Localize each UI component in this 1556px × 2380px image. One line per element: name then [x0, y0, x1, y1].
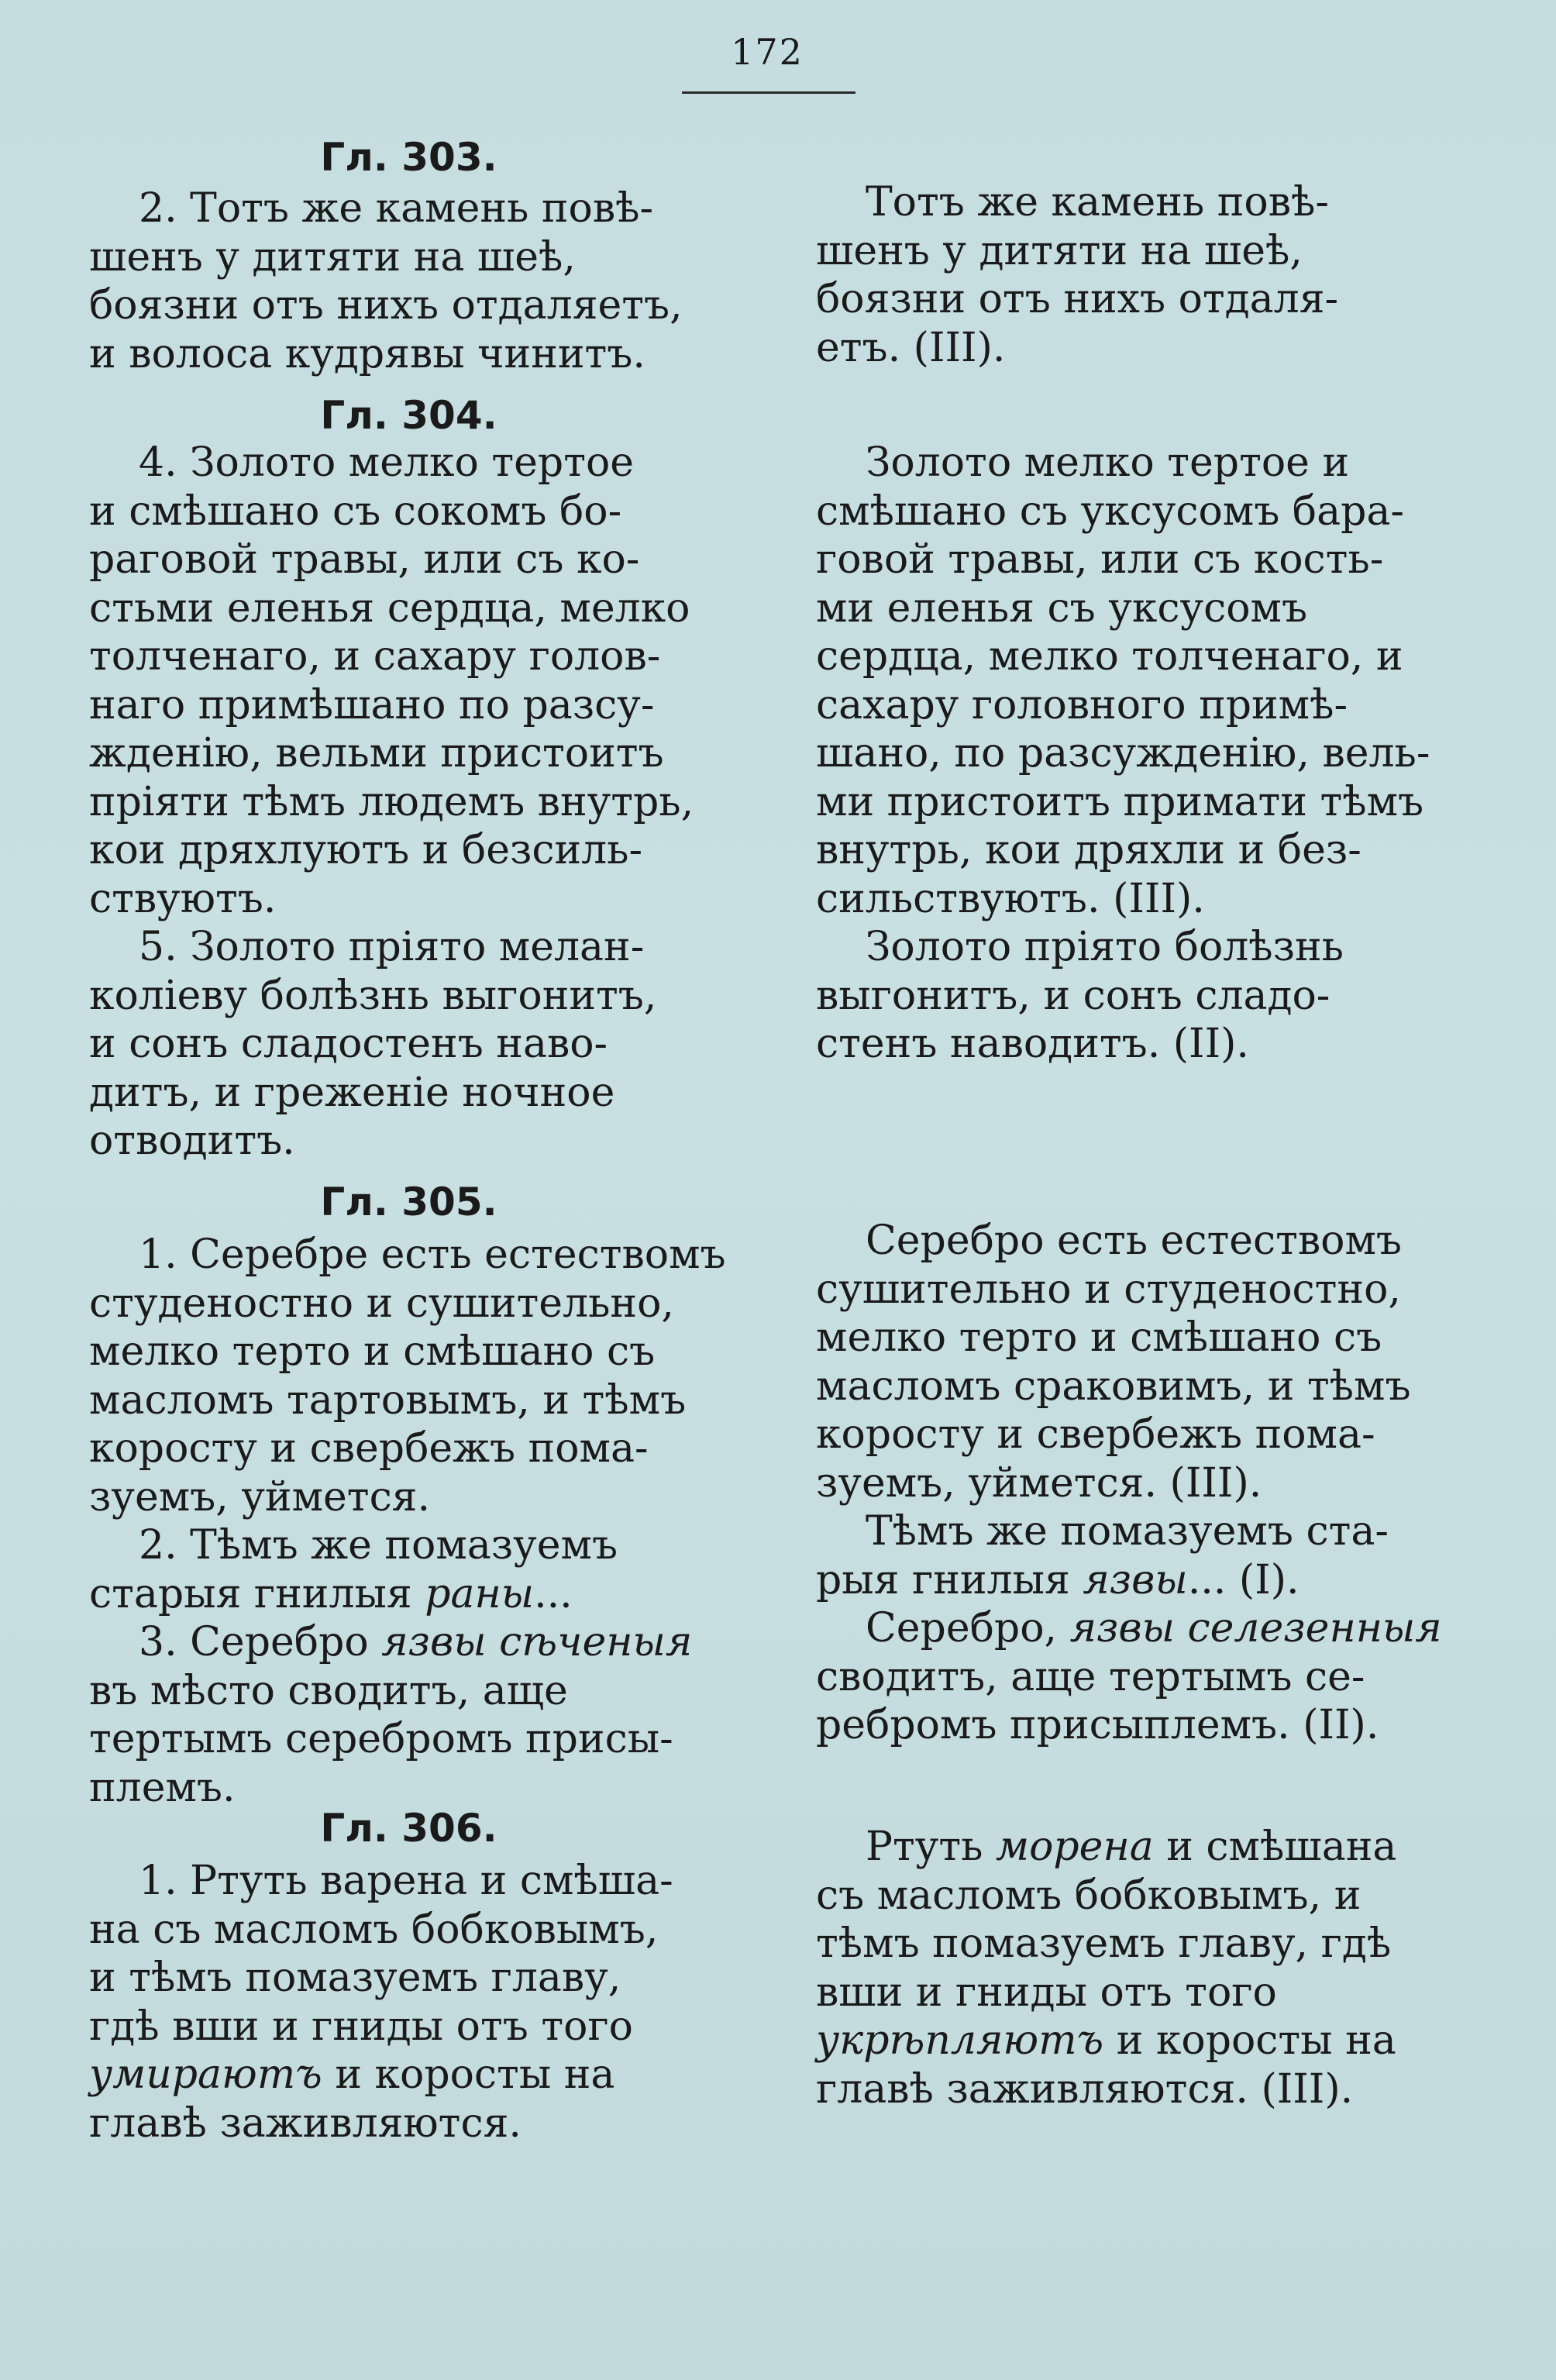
text-line: тѣмъ помазуемъ главу, гдѣ	[816, 1920, 1392, 1967]
text-line: сахару головного примѣ-	[816, 681, 1348, 728]
text-line	[89, 2051, 728, 2099]
text-line: наго примѣшано по разсу-	[89, 681, 655, 728]
chapter-heading-304: Гл. 304.	[320, 393, 497, 438]
text-line: шано, по разсужденію, вель-	[816, 730, 1430, 777]
italic-text: язвы сѣченыя	[381, 1619, 693, 1665]
text-line: зуемъ, уймется. (III).	[816, 1459, 1262, 1507]
text-line: боязни отъ нихъ отдаляетъ,	[89, 282, 683, 329]
text-line: главѣ заживляются. (III).	[816, 2065, 1354, 2113]
right-block-304	[816, 439, 1453, 1069]
text-line: Тѣмъ же помазуемъ ста-	[866, 1508, 1389, 1555]
text-line: ребромъ присыплемъ. (II).	[816, 1702, 1379, 1748]
text-line: сушительно и студеностно,	[816, 1266, 1401, 1313]
text-span: Ртуть	[866, 1824, 996, 1870]
text-line: 4. Золото мелко тертое	[139, 439, 635, 486]
text-line: внутрь, кои дряхли и без-	[816, 827, 1362, 873]
left-chapter-306-text	[89, 1857, 728, 2148]
text-line: толченаго, и сахару голов-	[89, 633, 661, 680]
text-line: въ мѣсто сводитъ, аще	[89, 1667, 568, 1714]
text-line	[816, 1604, 1453, 1653]
italic-text: язвы	[1083, 1556, 1188, 1603]
text-line: раговой травы, или съ ко-	[89, 536, 640, 583]
italic-text: укрѣпляютъ	[816, 2017, 1104, 2064]
chapter-heading-303: Гл. 303.	[320, 135, 497, 180]
text-span: рыя гнилыя	[816, 1556, 1083, 1603]
text-line: коліеву болѣзнь выгонитъ,	[89, 972, 657, 1019]
text-line: и сонъ сладостенъ наво-	[89, 1021, 608, 1067]
text-span: и коросты на	[322, 2051, 615, 2098]
text-line: 2. Тотъ же камень повѣ-	[139, 185, 654, 232]
text-line: 2. Тѣмъ же помазуемъ	[139, 1522, 618, 1569]
chapter-heading-305: Гл. 305.	[320, 1180, 497, 1224]
text-line: мелко терто и смѣшано съ	[816, 1314, 1382, 1361]
text-line: студеностно и сушительно,	[89, 1280, 674, 1327]
text-line: зуемъ, уймется.	[89, 1473, 431, 1521]
text-line: етъ. (III).	[816, 324, 1006, 371]
text-line: 1. Ртуть варена и смѣша-	[139, 1858, 673, 1904]
text-line: Золото пріято болѣзнь	[866, 924, 1344, 970]
text-span: ... (I).	[1187, 1556, 1300, 1603]
page-number-rule	[682, 91, 855, 94]
text-line: коросту и свербежъ пома-	[89, 1425, 649, 1472]
text-line: говой травы, или съ кость-	[816, 536, 1384, 583]
right-block-303	[816, 178, 1453, 372]
text-line: мелко терто и смѣшано съ	[89, 1328, 656, 1375]
text-line: и волоса кудрявы чинитъ.	[89, 330, 645, 377]
text-line: пріяти тѣмъ людемъ внутрь,	[89, 778, 694, 825]
text-line: сводитъ, аще тертымъ се-	[816, 1653, 1365, 1700]
text-line: съ масломъ бобковымъ, и	[816, 1872, 1362, 1919]
text-line: 5. Золото пріято мелан-	[139, 924, 645, 970]
text-line: ми еленья съ уксусомъ	[816, 584, 1308, 632]
chapter-heading-306: Гл. 306.	[320, 1806, 497, 1851]
text-line: Серебро есть естествомъ	[866, 1218, 1402, 1264]
right-block-305	[816, 1217, 1453, 1750]
text-line: отводитъ.	[89, 1118, 295, 1164]
text-line: Золото мелко тертое и	[866, 439, 1350, 486]
text-line: масломъ сраковимъ, и тѣмъ	[816, 1362, 1411, 1410]
text-line: на съ масломъ бобковымъ,	[89, 1906, 659, 1953]
text-line: ствуютъ.	[89, 875, 277, 922]
italic-text: умираютъ	[89, 2051, 322, 2098]
text-span: ...	[534, 1570, 573, 1617]
left-chapter-304-text	[89, 439, 728, 1166]
text-line: вши и гниды отъ того	[816, 1968, 1277, 2016]
text-line	[816, 1823, 1453, 1872]
text-span: и смѣшана	[1153, 1824, 1397, 1870]
right-block-306	[816, 1823, 1453, 2113]
text-line: стьми еленья сердца, мелко	[89, 584, 690, 632]
text-line: Тотъ же камень повѣ-	[866, 179, 1329, 226]
text-line: выгонитъ, и сонъ сладо-	[816, 972, 1331, 1019]
text-line	[816, 1556, 1453, 1605]
text-line: ми пристоитъ примати тѣмъ	[816, 778, 1424, 825]
text-line	[89, 1570, 728, 1619]
text-line: шенъ у дитяти на шеѣ,	[89, 233, 576, 281]
italic-text: язвы селезенныя	[1069, 1605, 1442, 1652]
text-line: стенъ наводитъ. (II).	[816, 1021, 1249, 1067]
text-line: масломъ тартовымъ, и тѣмъ	[89, 1376, 687, 1424]
text-line: боязни отъ нихъ отдаля-	[816, 276, 1339, 322]
text-line: смѣшано съ уксусомъ бара-	[816, 487, 1404, 535]
text-line: тертымъ серебромъ присы-	[89, 1716, 673, 1762]
text-line: главѣ заживляются.	[89, 2099, 522, 2147]
text-line: кои дряхлуютъ и безсиль-	[89, 827, 643, 873]
left-chapter-303-text	[89, 184, 728, 378]
text-line	[816, 2017, 1453, 2065]
text-span: и коросты на	[1103, 2017, 1396, 2064]
left-chapter-305-text	[89, 1231, 728, 1812]
page-number: 172	[731, 31, 804, 73]
italic-text: раны	[425, 1570, 535, 1617]
text-line: и тѣмъ помазуемъ главу,	[89, 1955, 621, 2001]
text-line: жденію, вельми пристоитъ	[89, 730, 664, 777]
text-span: старыя гнилыя	[89, 1570, 425, 1617]
text-span: 3. Серебро	[139, 1619, 382, 1665]
text-line: 1. Серебре есть естествомъ	[139, 1231, 726, 1278]
text-span: Серебро,	[866, 1605, 1070, 1652]
text-line	[89, 1618, 728, 1667]
text-line: сильствуютъ. (III).	[816, 875, 1205, 922]
text-line: и смѣшано съ сокомъ бо-	[89, 487, 622, 535]
text-line: племъ.	[89, 1764, 236, 1811]
text-line: сердца, мелко толченаго, и	[816, 633, 1403, 680]
text-line: гдѣ вши и гниды отъ того	[89, 2003, 633, 2050]
text-line: коросту и свербежъ пома-	[816, 1411, 1375, 1458]
text-line: шенъ у дитяти на шеѣ,	[816, 227, 1303, 274]
italic-text: морена	[995, 1824, 1154, 1870]
text-line: дитъ, и греженіе ночное	[89, 1069, 615, 1116]
